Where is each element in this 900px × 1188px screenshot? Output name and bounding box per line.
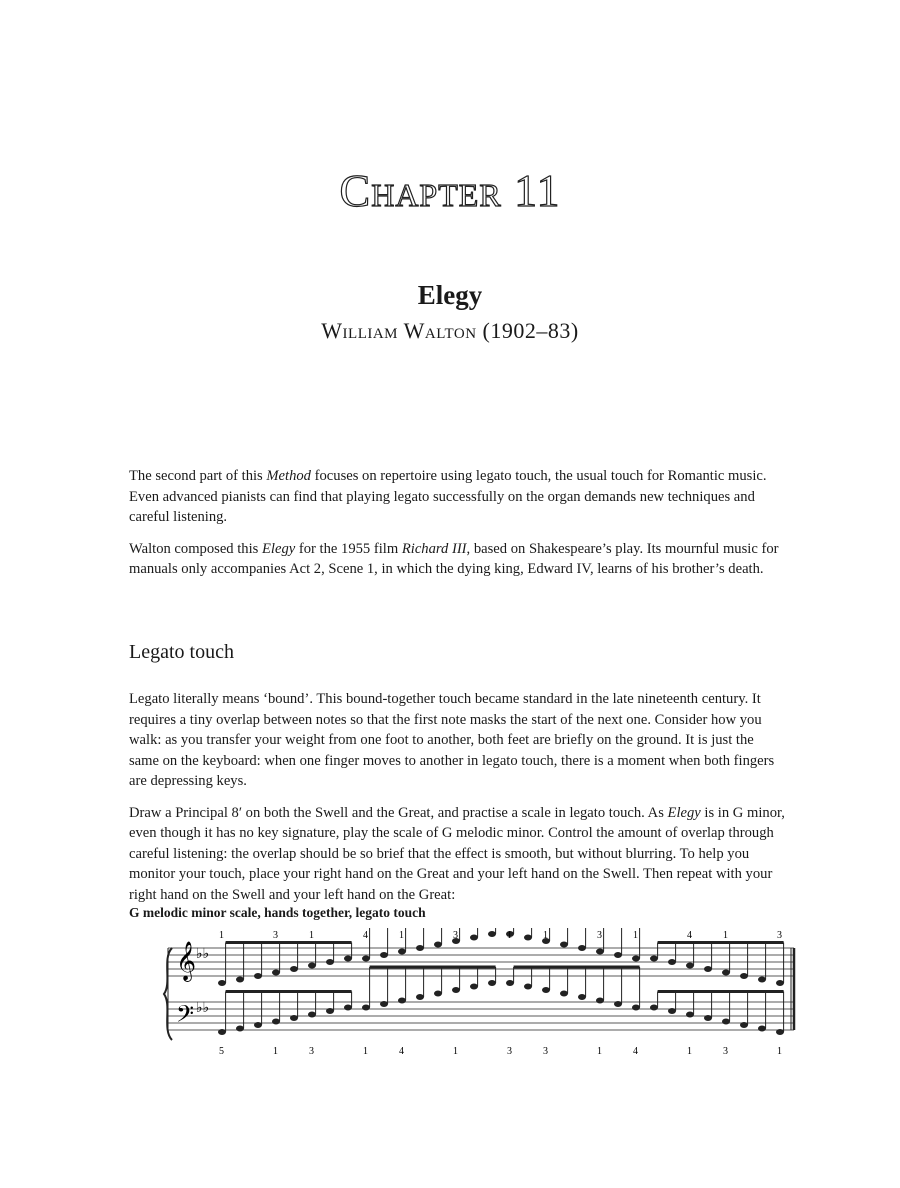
treble-clef: 𝄞 <box>176 941 197 981</box>
note-head <box>218 980 226 986</box>
note-head <box>542 987 550 993</box>
fingering-number: 3 <box>453 930 458 941</box>
fingering-number: 1 <box>543 930 548 941</box>
note-head <box>632 956 640 962</box>
fingering-number: 1 <box>597 1046 602 1057</box>
intro-paragraph-2: Walton composed this Elegy for the 1955 film Richard III, based on Shakespeare’s play. Its mournful music for manuals only accompanies Act 2, Scene 1, in which the dying king, Edward IV, learns of his brother’s death. <box>129 540 779 577</box>
fingering-number: 3 <box>597 930 602 941</box>
note-head <box>362 1005 370 1011</box>
chapter-heading: Chapter 11 <box>339 165 561 216</box>
note-head <box>326 1008 334 1014</box>
note-head <box>524 935 532 941</box>
note-head <box>416 994 424 1000</box>
note-head <box>524 984 532 990</box>
note-head <box>632 1005 640 1011</box>
note-head <box>272 1019 280 1025</box>
fingering-number: 3 <box>777 930 782 941</box>
note-head <box>380 1001 388 1007</box>
fingering-number: 4 <box>633 1046 638 1057</box>
note-head <box>488 980 496 986</box>
fingering-number: 5 <box>219 1046 224 1057</box>
composer-line: William Walton (1902–83) <box>321 318 579 343</box>
section-heading: Legato touch <box>129 641 234 663</box>
fingering-number: 4 <box>687 930 692 941</box>
treble-key-flats: ♭♭ <box>196 946 210 962</box>
note-head <box>650 1005 658 1011</box>
note-head <box>398 949 406 955</box>
fingering-number: 1 <box>687 1046 692 1057</box>
note-head <box>758 977 766 983</box>
note-head <box>218 1029 226 1035</box>
note-head <box>596 949 604 955</box>
fingering-number: 1 <box>399 930 404 941</box>
fingering-number: 1 <box>633 930 638 941</box>
note-head <box>722 1019 730 1025</box>
fingering-number: 3 <box>543 1046 548 1057</box>
note-head <box>236 977 244 983</box>
note-head <box>722 970 730 976</box>
note-head <box>326 959 334 965</box>
note-head <box>650 956 658 962</box>
note-head <box>308 963 316 969</box>
note-head <box>506 980 514 986</box>
fingering-number: 1 <box>363 1046 368 1057</box>
fingering-number: 3 <box>723 1046 728 1057</box>
fingering-number: 1 <box>777 1046 782 1057</box>
note-head <box>434 991 442 997</box>
note-head <box>362 956 370 962</box>
note-head <box>776 1029 784 1035</box>
note-head <box>686 1012 694 1018</box>
note-head <box>470 935 478 941</box>
note-head <box>434 942 442 948</box>
fingering-number: 1 <box>219 930 224 941</box>
fingering-number: 1 <box>723 930 728 941</box>
section-text <box>129 689 785 916</box>
note-head <box>272 970 280 976</box>
fingering-number: 4 <box>399 1046 404 1057</box>
note-head <box>254 973 262 979</box>
note-head <box>740 1022 748 1028</box>
note-head <box>758 1026 766 1032</box>
bass-clef: 𝄢 <box>176 1000 195 1033</box>
bass-key-flats: ♭♭ <box>196 1000 210 1016</box>
note-head <box>344 1005 352 1011</box>
note-head <box>668 959 676 965</box>
fingering-number: 4 <box>363 930 368 941</box>
note-head <box>416 945 424 951</box>
fingering-number: 1 <box>309 930 314 941</box>
note-head <box>614 1001 622 1007</box>
note-head <box>380 952 388 958</box>
fingering-number: 1 <box>507 930 512 941</box>
fingering-number: 3 <box>273 930 278 941</box>
note-head <box>452 987 460 993</box>
fingering-number: 1 <box>453 1046 458 1057</box>
note-head <box>596 998 604 1004</box>
note-head <box>560 942 568 948</box>
section-paragraph-1: Legato literally means ‘bound’. This bound-together touch became standard in the late nineteenth century. It requires a tiny overlap between notes so that the first note masks the start of the next one. Consider how you walk: as you transfer your weight from one foot to another, both feet are briefly on the ground. It is just the same on the keyboard: when one finger moves to another in legato touch, there is a moment when both fingers are depressing keys. <box>129 691 775 789</box>
note-head <box>560 991 568 997</box>
note-head <box>668 1008 676 1014</box>
note-head <box>776 980 784 986</box>
note-head <box>704 1015 712 1021</box>
note-head <box>236 1026 244 1032</box>
piece-title: Elegy <box>417 280 483 310</box>
note-head <box>290 966 298 972</box>
note-head <box>470 984 478 990</box>
note-head <box>254 1022 262 1028</box>
note-head <box>308 1012 316 1018</box>
note-head <box>488 931 496 937</box>
note-head <box>704 966 712 972</box>
note-head <box>686 963 694 969</box>
note-head <box>290 1015 298 1021</box>
note-head <box>740 973 748 979</box>
note-head <box>578 945 586 951</box>
music-example <box>160 928 800 1058</box>
section-paragraph-2: Draw a Principal 8′ on both the Swell and the Great, and practise a scale in legato touch. As Elegy is in G minor, even though it has no key signature, play the scale of G melodic minor. Control the amount of overlap through careful listening: the overlap should be so brief that the effect is smooth, but without blurring. To help you monitor your touch, place your right hand on the Great and your left hand on the Swell. Then repeat with your right hand on the Swell and your left hand on the Great: <box>129 804 785 903</box>
note-head <box>614 952 622 958</box>
note-head <box>398 998 406 1004</box>
fingering-number: 1 <box>273 1046 278 1057</box>
intro-text <box>129 466 785 591</box>
example-caption: G melodic minor scale, hands together, legato touch <box>129 905 426 920</box>
note-head <box>344 956 352 962</box>
intro-paragraph-1: The second part of this Method focuses on repertoire using legato touch, the usual touch for Romantic music. Even advanced pianists can find that playing legato successfully on the organ demands new techniques and careful listening. <box>129 468 767 525</box>
fingering-number: 3 <box>309 1046 314 1057</box>
note-head <box>578 994 586 1000</box>
fingering-number: 3 <box>507 1046 512 1057</box>
